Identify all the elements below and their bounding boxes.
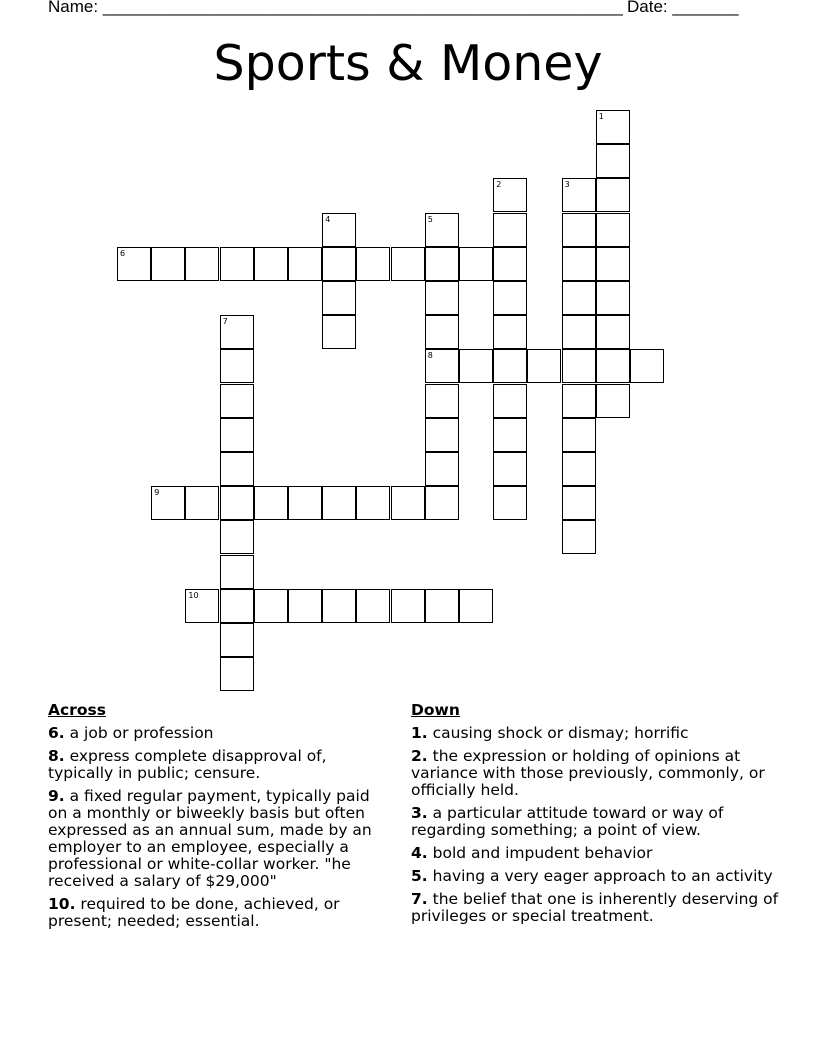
name-field-line: _______________________________________________________ bbox=[102, 0, 623, 16]
grid-cell[interactable] bbox=[151, 486, 185, 520]
clue-down-7: 7. the belief that one is inherently deserving of privileges or special treatment. bbox=[411, 890, 779, 925]
grid-cell[interactable] bbox=[493, 178, 527, 212]
cell-number: 2 bbox=[496, 180, 502, 190]
grid-cell[interactable] bbox=[596, 178, 630, 212]
cell-number: 4 bbox=[325, 214, 331, 224]
grid-cell[interactable] bbox=[220, 315, 254, 349]
clue-down-5: 5. having a very eager approach to an activity bbox=[411, 867, 773, 885]
grid-cell[interactable] bbox=[322, 589, 356, 623]
grid-cell[interactable] bbox=[322, 486, 356, 520]
cell-number: 3 bbox=[564, 180, 570, 190]
grid-cell[interactable] bbox=[151, 247, 185, 281]
grid-cell[interactable] bbox=[220, 247, 254, 281]
across-clues bbox=[48, 702, 393, 936]
grid-cell[interactable] bbox=[322, 281, 356, 315]
grid-cell[interactable] bbox=[117, 247, 151, 281]
cell-number: 8 bbox=[427, 351, 433, 361]
grid-cell[interactable] bbox=[562, 349, 596, 383]
puzzle-title: Sports & Money bbox=[213, 35, 603, 92]
grid-cell[interactable] bbox=[220, 384, 254, 418]
clue-down-1: 1. causing shock or dismay; horrific bbox=[411, 724, 689, 742]
grid-cell[interactable] bbox=[391, 486, 425, 520]
grid-cell[interactable] bbox=[322, 247, 356, 281]
cell-number: 5 bbox=[427, 214, 433, 224]
grid-cell[interactable] bbox=[493, 486, 527, 520]
grid-cell[interactable] bbox=[185, 247, 219, 281]
cell-number: 10 bbox=[188, 590, 199, 600]
clue-across-10: 10. required to be done, achieved, or present; needed; essential. bbox=[48, 895, 340, 930]
grid-cell[interactable] bbox=[562, 213, 596, 247]
grid-cell[interactable] bbox=[185, 486, 219, 520]
grid-cell[interactable] bbox=[425, 315, 459, 349]
grid-cell[interactable] bbox=[220, 589, 254, 623]
grid-cell[interactable] bbox=[562, 315, 596, 349]
grid-cell[interactable] bbox=[493, 247, 527, 281]
grid-cell[interactable] bbox=[425, 349, 459, 383]
grid-cell[interactable] bbox=[220, 418, 254, 452]
grid-cell[interactable] bbox=[220, 349, 254, 383]
grid-cell[interactable] bbox=[288, 247, 322, 281]
grid-cell[interactable] bbox=[425, 281, 459, 315]
grid-cell[interactable] bbox=[185, 589, 219, 623]
grid-cell[interactable] bbox=[596, 349, 630, 383]
clue-across-6: 6. a job or profession bbox=[48, 724, 214, 742]
grid-cell[interactable] bbox=[288, 486, 322, 520]
clue-down-3: 3. a particular attitude toward or way of regarding something; a point of view. bbox=[411, 804, 724, 839]
cell-number: 7 bbox=[222, 317, 228, 327]
grid-cell[interactable] bbox=[493, 418, 527, 452]
grid-cell[interactable] bbox=[356, 589, 390, 623]
grid-cell[interactable] bbox=[254, 486, 288, 520]
clue-across-8: 8. express complete disapproval of, typically in public; censure. bbox=[48, 747, 327, 782]
grid-cell[interactable] bbox=[254, 247, 288, 281]
grid-cell[interactable] bbox=[493, 452, 527, 486]
down-heading: Down bbox=[411, 701, 460, 719]
grid-cell[interactable] bbox=[596, 247, 630, 281]
grid-cell[interactable] bbox=[562, 247, 596, 281]
grid-cell[interactable] bbox=[459, 247, 493, 281]
grid-cell[interactable] bbox=[425, 418, 459, 452]
grid-cell[interactable] bbox=[562, 520, 596, 554]
cell-number: 6 bbox=[120, 248, 126, 258]
clue-down-4: 4. bold and impudent behavior bbox=[411, 844, 653, 862]
grid-cell[interactable] bbox=[596, 281, 630, 315]
grid-cell[interactable] bbox=[425, 589, 459, 623]
grid-cell[interactable] bbox=[356, 247, 390, 281]
cell-number: 9 bbox=[154, 488, 160, 498]
clue-down-2: 2. the expression or holding of opinions at variance with those previously, commonly, or officially held. bbox=[411, 747, 765, 799]
grid-cell[interactable] bbox=[562, 486, 596, 520]
grid-cell[interactable] bbox=[493, 315, 527, 349]
grid-cell[interactable] bbox=[220, 555, 254, 589]
grid-cell[interactable] bbox=[493, 281, 527, 315]
across-heading: Across bbox=[48, 701, 106, 719]
grid-cell[interactable] bbox=[596, 213, 630, 247]
down-clues bbox=[411, 702, 783, 931]
grid-cell[interactable] bbox=[220, 486, 254, 520]
grid-cell[interactable] bbox=[596, 384, 630, 418]
date-label: Date: bbox=[627, 0, 668, 16]
grid-cell[interactable] bbox=[425, 213, 459, 247]
grid-cell[interactable] bbox=[220, 623, 254, 657]
grid-cell[interactable] bbox=[391, 247, 425, 281]
grid-cell[interactable] bbox=[254, 589, 288, 623]
grid-cell[interactable] bbox=[459, 589, 493, 623]
grid-cell[interactable] bbox=[220, 657, 254, 691]
grid-cell[interactable] bbox=[425, 486, 459, 520]
grid-cell[interactable] bbox=[288, 589, 322, 623]
grid-cell[interactable] bbox=[630, 349, 664, 383]
grid-cell[interactable] bbox=[391, 589, 425, 623]
grid-cell[interactable] bbox=[562, 281, 596, 315]
grid-cell[interactable] bbox=[493, 349, 527, 383]
grid-cell[interactable] bbox=[562, 452, 596, 486]
grid-cell[interactable] bbox=[493, 384, 527, 418]
grid-cell[interactable] bbox=[527, 349, 561, 383]
grid-cell[interactable] bbox=[425, 452, 459, 486]
grid-cell[interactable] bbox=[596, 315, 630, 349]
grid-cell[interactable] bbox=[220, 452, 254, 486]
grid-cell[interactable] bbox=[493, 213, 527, 247]
date-field-line: _______ bbox=[672, 0, 739, 16]
name-label: Name: bbox=[48, 0, 99, 16]
grid-cell[interactable] bbox=[220, 520, 254, 554]
cell-number: 1 bbox=[598, 112, 604, 121]
grid-cell[interactable] bbox=[425, 247, 459, 281]
grid-cell[interactable] bbox=[562, 384, 596, 418]
grid-cell[interactable] bbox=[562, 418, 596, 452]
grid-cell[interactable] bbox=[459, 349, 493, 383]
grid-cell[interactable] bbox=[596, 110, 630, 144]
grid-cell[interactable] bbox=[596, 144, 630, 178]
grid-cell[interactable] bbox=[425, 384, 459, 418]
grid-cell[interactable] bbox=[562, 178, 596, 212]
grid-cell[interactable] bbox=[356, 486, 390, 520]
grid-cell[interactable] bbox=[322, 213, 356, 247]
clue-across-9: 9. a fixed regular payment, typically paid on a monthly or biweekly basis but often expressed as an annual sum, made by an employer to an employee, especially a professional or white-collar worker. "he received a salary of $29,000" bbox=[48, 787, 372, 890]
grid-cell[interactable] bbox=[322, 315, 356, 349]
